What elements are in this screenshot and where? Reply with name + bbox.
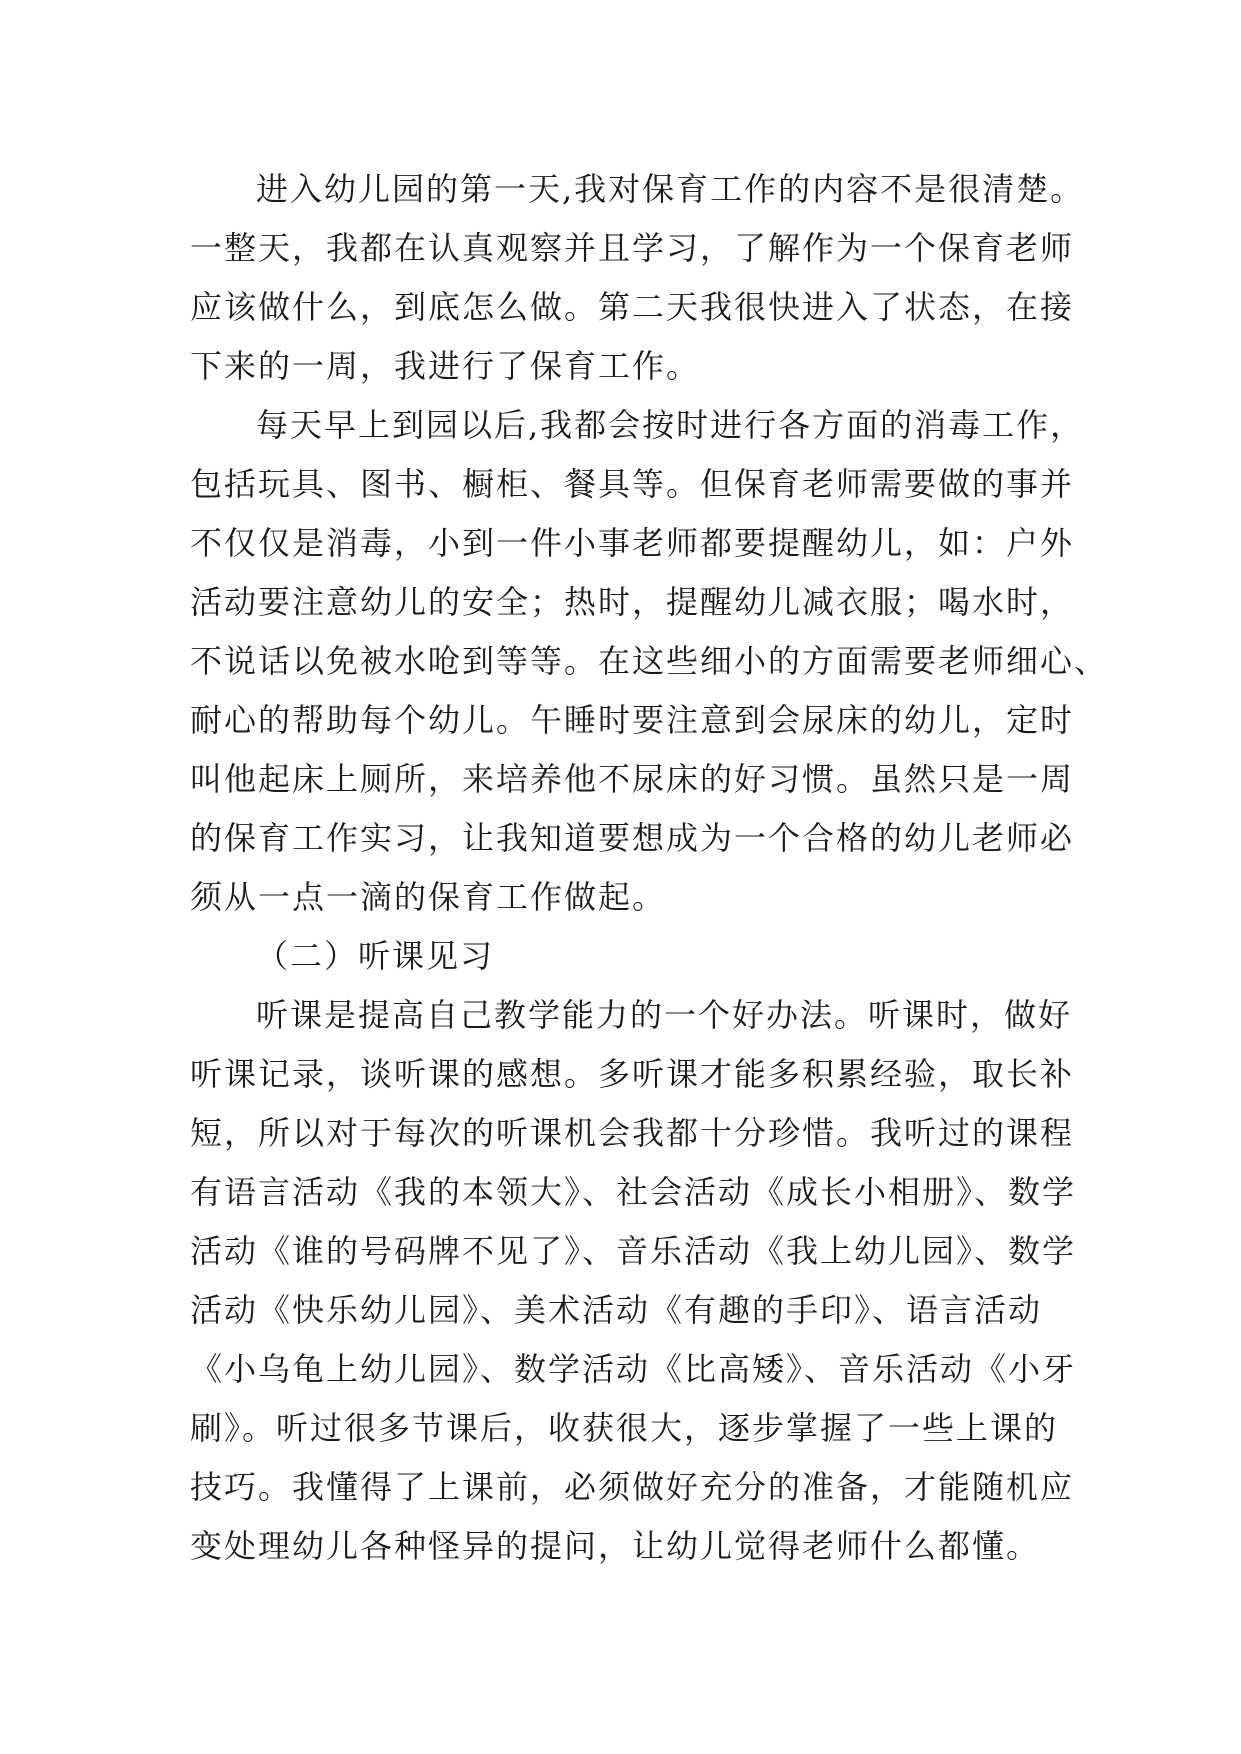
text-line: 不仅仅是消毒，小到一件小事老师都要提醒幼儿，如：户外 bbox=[190, 524, 1075, 562]
paragraph-1 bbox=[190, 160, 1090, 396]
text-line: 活动《快乐幼儿园》、美术活动《有趣的手印》、语言活动 bbox=[190, 1291, 1043, 1329]
text-line: 的保育工作实习，让我知道要想成为一个合格的幼儿老师必 bbox=[190, 819, 1075, 857]
text-line: 不说话以免被水呛到等等。在这些细小的方面需要老师细心、 bbox=[190, 642, 1109, 680]
text-line: 包括玩具、图书、橱柜、餐具等。但保育老师需要做的事并 bbox=[190, 465, 1075, 503]
text-line: 短，所以对于每次的听课机会我都十分珍惜。我听过的课程 bbox=[190, 1114, 1075, 1152]
document-body bbox=[190, 160, 1109, 1576]
text-line: 须从一点一滴的保育工作做起。 bbox=[190, 878, 667, 916]
text-line: 变处理幼儿各种怪异的提问，让幼儿觉得老师什么都懂。 bbox=[190, 1527, 1041, 1565]
text-line: 进入幼儿园的第一天,我对保育工作的内容不是很清楚。 bbox=[256, 170, 1085, 208]
text-line: 刷》。听过很多节课后，收获很大，逐步掌握了一些上课的 bbox=[190, 1409, 1059, 1447]
text-line: 应该做什么，到底怎么做。第二天我很快进入了状态，在接 bbox=[190, 288, 1075, 326]
text-line: 技巧。我懂得了上课前，必须做好充分的准备，才能随机应 bbox=[190, 1468, 1075, 1506]
text-line: 《小乌龟上幼儿园》、数学活动《比高矮》、音乐活动《小牙 bbox=[190, 1350, 1077, 1388]
text-line: 叫他起床上厕所，来培养他不尿床的好习惯。虽然只是一周 bbox=[190, 760, 1075, 798]
text-line: 下来的一周，我进行了保育工作。 bbox=[190, 347, 701, 385]
text-line: 每天早上到园以后,我都会按时进行各方面的消毒工作， bbox=[256, 406, 1085, 444]
text-line: 听课是提高自己教学能力的一个好办法。听课时，做好 bbox=[256, 996, 1073, 1034]
text-line: 有语言活动《我的本领大》、社会活动《成长小相册》、数学 bbox=[190, 1173, 1077, 1211]
text-line: 一整天，我都在认真观察并且学习，了解作为一个保育老师 bbox=[190, 229, 1075, 267]
text-line: 活动《谁的号码牌不见了》、音乐活动《我上幼儿园》、数学 bbox=[190, 1232, 1077, 1270]
text-line: 听课记录，谈听课的感想。多听课才能多积累经验，取长补 bbox=[190, 1055, 1075, 1093]
text-line: 耐心的帮助每个幼儿。午睡时要注意到会尿床的幼儿，定时 bbox=[190, 701, 1075, 739]
text-line: 活动要注意幼儿的安全；热时，提醒幼儿减衣服；喝水时， bbox=[190, 583, 1075, 621]
paragraph-3 bbox=[190, 986, 1090, 1576]
section-heading bbox=[190, 927, 1090, 986]
section-heading-text: （二）听课见习 bbox=[256, 937, 495, 975]
paragraph-2 bbox=[190, 396, 1109, 927]
